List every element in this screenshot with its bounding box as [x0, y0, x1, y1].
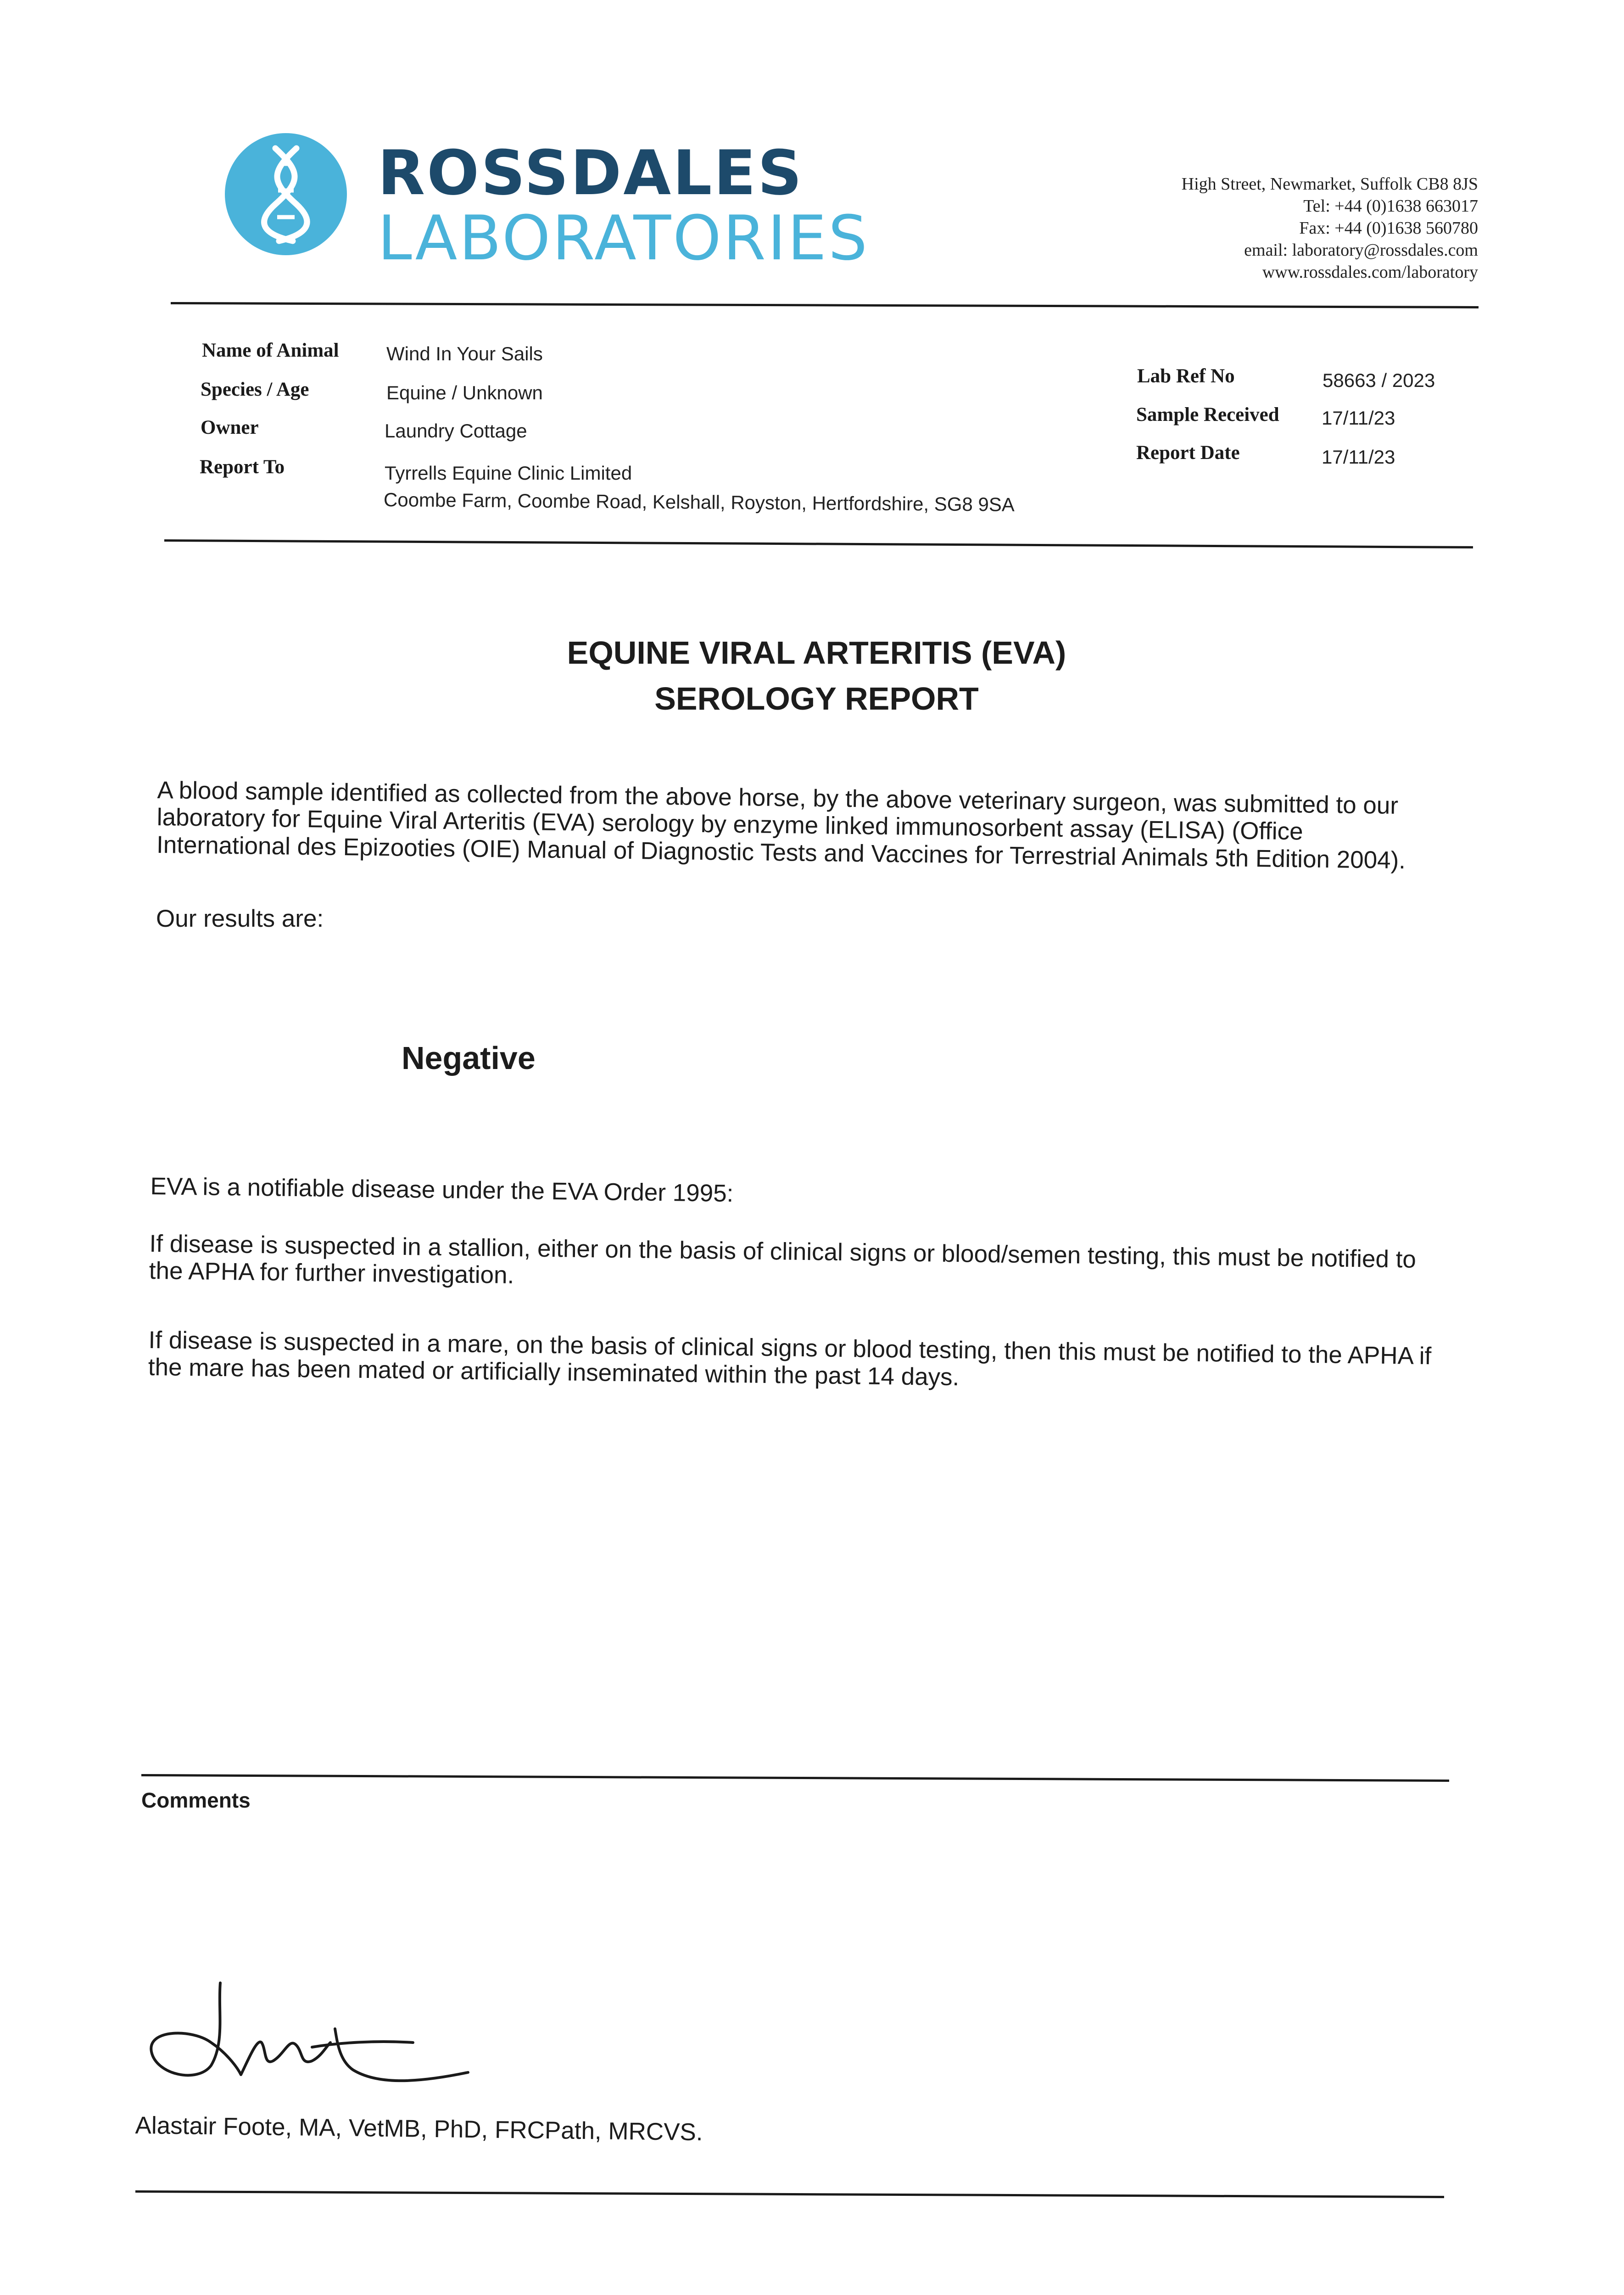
report-title: EQUINE VIRAL ARTERITIS (EVA)	[567, 635, 1066, 671]
sample-received-value: 17/11/23	[1322, 407, 1395, 429]
animal-name-label: Name of Animal	[202, 340, 339, 361]
email-line: email: laboratory@rossdales.com	[1244, 241, 1478, 260]
results-lead-text: Our results are:	[156, 905, 324, 932]
comments-divider	[141, 1774, 1449, 1782]
owner-label: Owner	[201, 417, 259, 438]
stallion-note: If disease is suspected in a stallion, either on the basis of clinical signs or blood/semen testing, this must be notified to the APHA for further investigation.	[149, 1230, 1417, 1289]
signatory-name: Alastair Foote, MA, VetMB, PhD, FRCPath, MRCVS.	[135, 2112, 703, 2146]
report-to-clinic: Tyrrells Equine Clinic Limited	[385, 462, 632, 484]
report-date-label: Report Date	[1136, 442, 1240, 464]
intro-paragraph: A blood sample identified as collected from the above horse, by the above veterinary surgeon, was submitted to our laboratory for Equine Viral Arteritis (EVA) serology by enzyme linked immunosorbent assay (ELISA) (Office International des Epizooties (OIE) Manual of Diagnostic Tests and Vaccines for Terrestrial Animals 5th Edition 2004).	[156, 777, 1406, 874]
fax-line: Fax: +44 (0)1638 560780	[1299, 218, 1478, 238]
lab-ref-value: 58663 / 2023	[1323, 369, 1435, 391]
address-line: High Street, Newmarket, Suffolk CB8 8JS	[1181, 174, 1478, 194]
result-value: Negative	[402, 1040, 536, 1076]
species-age-value: Equine / Unknown	[386, 382, 543, 403]
signature-icon	[138, 1974, 486, 2093]
animal-name-value: Wind In Your Sails	[386, 343, 543, 364]
mare-note: If disease is suspected in a mare, on the basis of clinical signs or blood testing, then this must be notified to the APHA if the mare has been mated or artificially inseminated within the past 14 days.	[148, 1327, 1432, 1391]
notifiable-text: EVA is a notifiable disease under the EVA Order 1995:	[150, 1173, 734, 1207]
owner-value: Laundry Cottage	[385, 420, 527, 442]
website-line: www.rossdales.com/laboratory	[1262, 263, 1478, 282]
sample-received-label: Sample Received	[1136, 404, 1279, 425]
report-date-value: 17/11/23	[1322, 446, 1395, 468]
brand-name-line1: ROSSDALES	[378, 137, 804, 209]
comments-label: Comments	[141, 1788, 251, 1812]
brand-name-line2: LABORATORIES	[378, 202, 870, 274]
details-divider	[164, 539, 1473, 549]
report-to-address: Coombe Farm, Coombe Road, Kelshall, Royston, Hertfordshire, SG8 9SA	[383, 489, 1015, 515]
dna-logo-icon	[224, 131, 348, 257]
header-divider	[171, 302, 1479, 308]
report-to-label: Report To	[200, 456, 285, 478]
report-subtitle: SEROLOGY REPORT	[654, 681, 979, 716]
footer-divider	[135, 2190, 1444, 2198]
species-age-label: Species / Age	[201, 379, 309, 400]
phone-line: Tel: +44 (0)1638 663017	[1303, 196, 1478, 216]
lab-ref-label: Lab Ref No	[1137, 365, 1235, 387]
